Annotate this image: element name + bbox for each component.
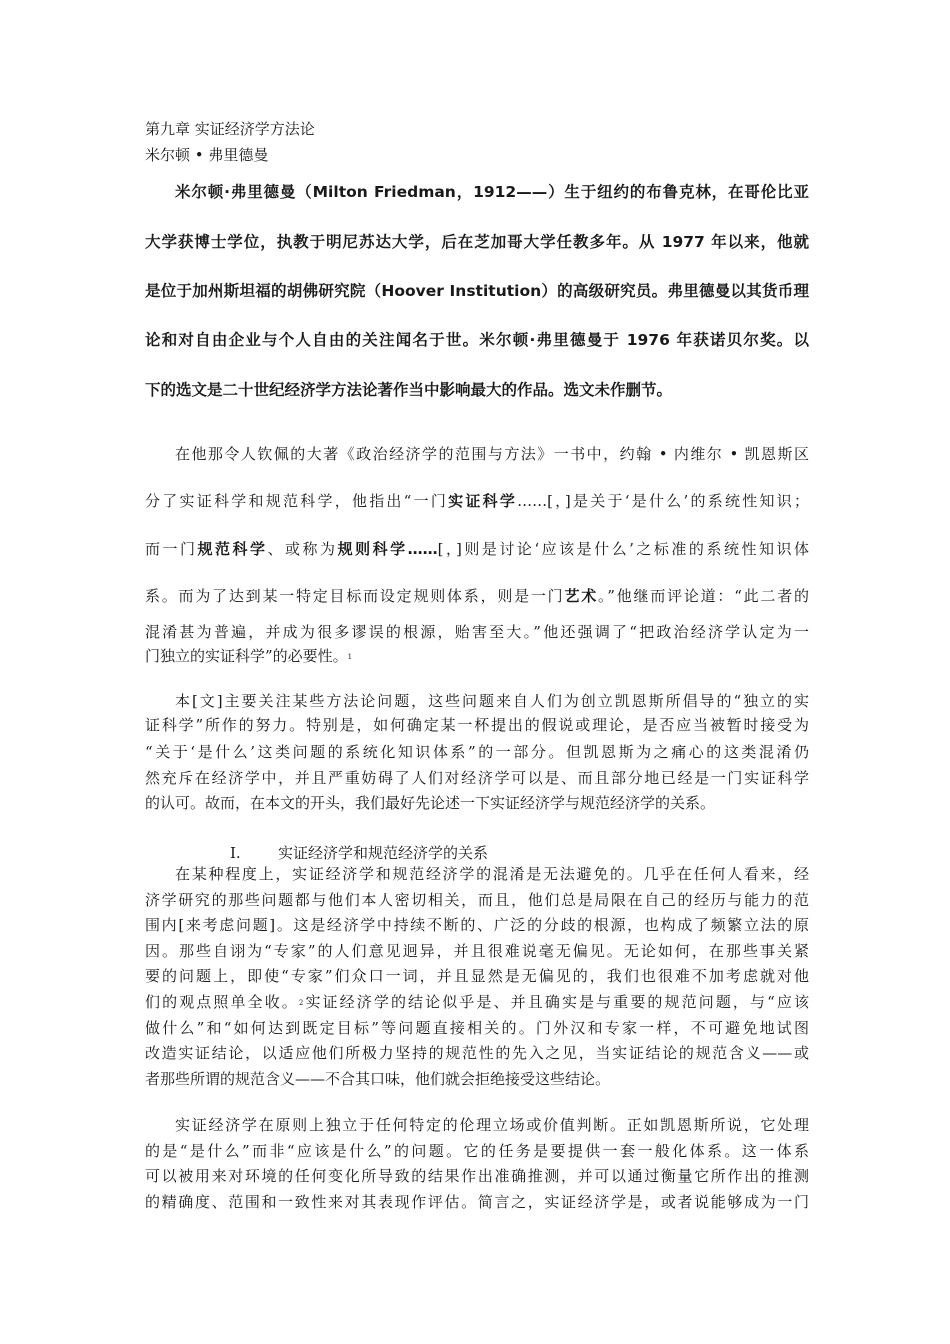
paragraph-line: 的认可。故而，在本文的开头，我们最好先论述一下实证经济学与规范经济学的关系。 xyxy=(145,794,716,812)
paragraph-line: 济学研究的那些问题都与他们本人密切相关，而且，他们总是局限在自己的经历与能力的范 xyxy=(145,891,809,909)
emphasis-normative-science: 规范科学 xyxy=(197,540,268,558)
paragraph-line: 因。那些自诩为“专家”的人们意见迥异，并且很难说毫无偏见。无论如何，在那些事关紧 xyxy=(145,942,809,960)
intro-text: 。”他继而评论道：“此二者的 xyxy=(598,587,809,605)
chapter-title: 第九章 实证经济学方法论 xyxy=(145,120,315,138)
paragraph-line: 的精确度、范围和一致性来对其表现作评估。简言之，实证经济学是，或者说能够成为一门 xyxy=(145,1193,809,1211)
intro-text: 分了实证科学和规范科学，他指出“一门 xyxy=(145,492,449,510)
intro-line xyxy=(145,490,809,511)
bio-line: 下的选文是二十世纪经济学方法论著作当中影响最大的作品。选文未作删节。 xyxy=(145,381,673,399)
paragraph-line: 然充斥在经济学中，并且严重妨碍了人们对经济学可以是、而且部分地已经是一门实证科学 xyxy=(145,769,809,787)
paragraph-line: 的是“是什么”而非“应该是什么”的问题。它的任务是要提供一套一般化体系。这一体系 xyxy=(145,1142,809,1160)
bio-line: 米尔顿·弗里德曼（Milton Friedman，1912——）生于纽约的布鲁克林，在哥伦比亚 xyxy=(175,183,809,201)
paragraph-text: 们的观点照单全收。 xyxy=(145,993,299,1011)
intro-text: 门独立的实证科学”的必要性。 xyxy=(145,647,348,665)
bio-line: 是位于加州斯坦福的胡佛研究院（Hoover Institution）的高级研究员。弗里德曼以其货币理 xyxy=(145,282,809,300)
intro-text: 系。而为了达到某一特定目标而设定规则体系，则是一门 xyxy=(145,587,565,605)
paragraph-line: 做什么”和“如何达到既定目标”等问题直接相关的。门外汉和专家一样，不可避免地试图 xyxy=(145,1019,809,1037)
footnote-marker: 2 xyxy=(298,999,304,1007)
emphasis-art: 艺术 xyxy=(564,587,599,605)
section-number: I. xyxy=(230,844,241,862)
intro-line xyxy=(145,538,809,559)
intro-line xyxy=(145,645,809,666)
intro-line: 混淆甚为普遍，并成为很多谬误的根源，贻害至大。”他还强调了“把政治经济学认定为一 xyxy=(145,623,809,641)
emphasis-positive-science: 实证科学 xyxy=(448,492,518,510)
paragraph-line: 在某种程度上，实证经济学和规范经济学的混淆是无法避免的。几乎在任何人看来，经 xyxy=(175,865,809,883)
bio-line: 大学获博士学位，执教于明尼苏达大学，后在芝加哥大学任教多年。从 1977 年以来，他就 xyxy=(145,233,809,251)
intro-text: 、或称为 xyxy=(267,540,338,558)
paragraph-text: 实证经济学的结论似乎是、并且确实是与重要的规范问题，与“应该 xyxy=(303,993,809,1011)
paragraph-line xyxy=(145,991,809,1012)
paragraph-line: “关于‘是什么’这类问题的系统化知识体系”的一部分。但凯恩斯为之痛心的这类混淆仍 xyxy=(145,743,809,761)
intro-line xyxy=(145,585,809,606)
paragraph-line: 可以被用来对环境的任何变化所导致的结果作出准确推测，并可以通过衡量它所作出的推测 xyxy=(145,1167,809,1185)
author-name: 米尔顿 • 弗里德曼 xyxy=(145,146,269,164)
section-title: 实证经济学和规范经济学的关系 xyxy=(278,844,489,862)
paragraph-line: 者那些所谓的规范含义——不合其口味，他们就会拒绝接受这些结论。 xyxy=(145,1070,611,1088)
intro-text: 而一门 xyxy=(145,540,198,558)
paragraph-line: 围内[来考虑问题]。这是经济学中持续不断的、广泛的分歧的根源，也构成了频繁立法的原 xyxy=(145,916,809,934)
paragraph-line: 证科学”所作的努力。特别是，如何确定某一杯提出的假说或理论，是否应当被暂时接受为 xyxy=(145,716,809,734)
paragraph-line: 本[文]主要关注某些方法论问题，这些问题来自人们为创立凯恩斯所倡导的“独立的实 xyxy=(175,692,809,710)
intro-text: [，]则是讨论‘应该是什么’之标准的系统性知识体 xyxy=(437,540,809,558)
emphasis-regulative-science: 规则科学…… xyxy=(337,540,438,558)
section-heading xyxy=(230,842,488,863)
paragraph-line: 实证经济学在原则上独立于任何特定的伦理立场或价值判断。正如凯恩斯所说，它处理 xyxy=(175,1116,809,1134)
paragraph-line: 要的问题上，即使“专家”们众口一词，并且显然是无偏见的，我们也很难不加考虑就对他 xyxy=(145,967,809,985)
intro-line: 在他那令人钦佩的大著《政治经济学的范围与方法》一书中，约翰 • 内维尔 • 凯恩斯区 xyxy=(175,445,809,463)
bio-line: 论和对自由企业与个人自由的关注闻名于世。米尔顿·弗里德曼于 1976 年获诺贝尔奖。以 xyxy=(145,331,809,349)
footnote-marker: 1 xyxy=(347,653,353,661)
intro-text: ……[，]是关于‘是什么’的系统性知识； xyxy=(517,492,809,510)
paragraph-line: 改造实证结论，以适应他们所极力坚持的规范性的先入之见，当实证结论的规范含义——或 xyxy=(145,1044,809,1062)
